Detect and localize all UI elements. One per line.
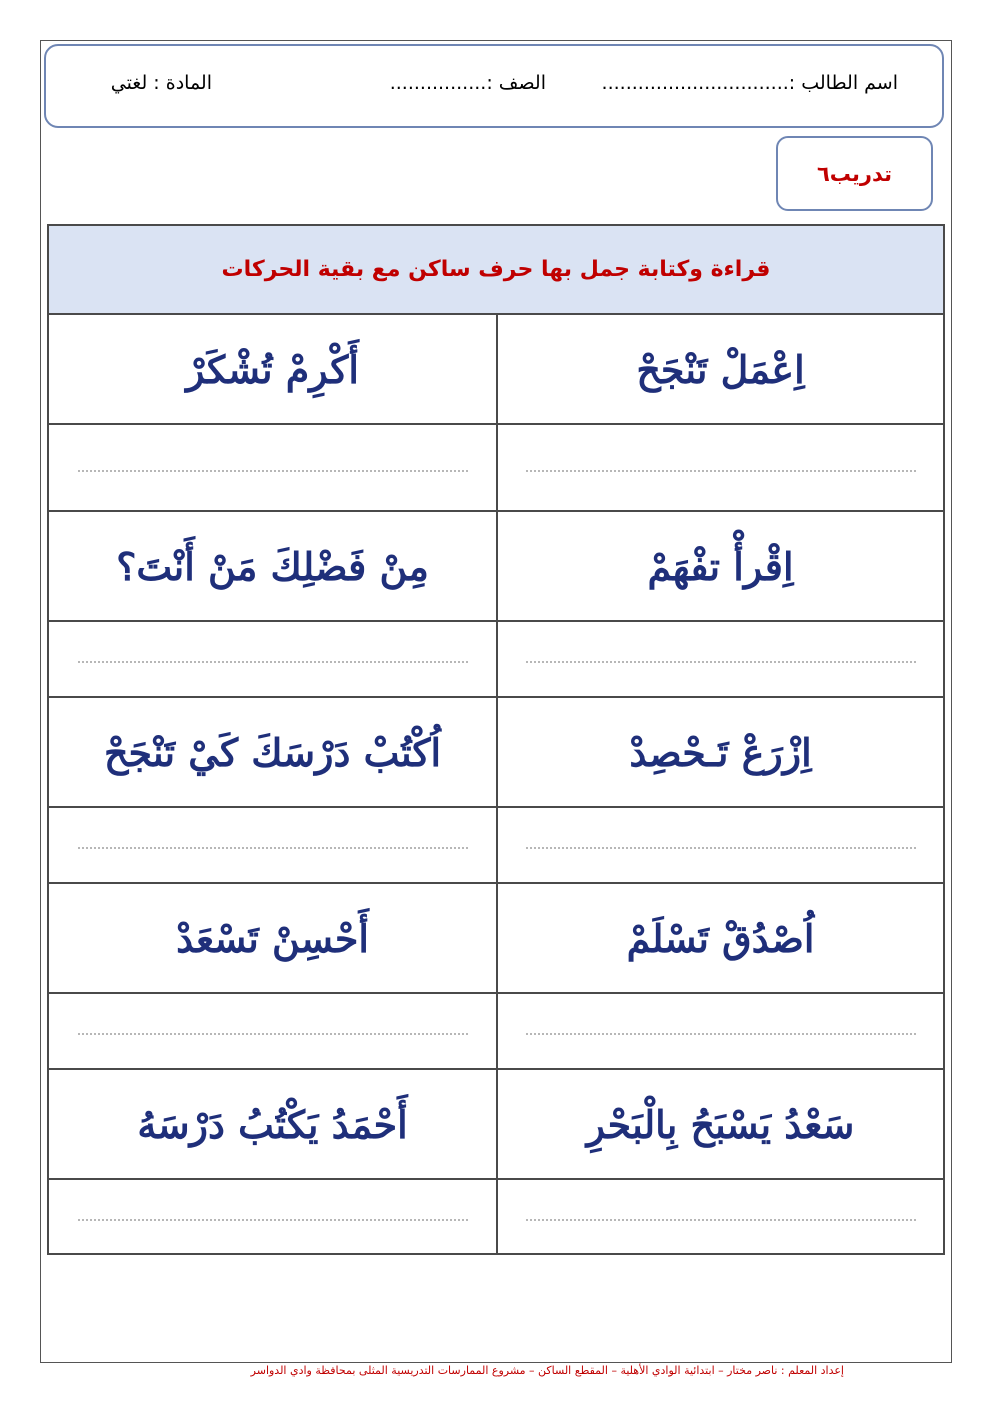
sentence-cell: [496, 884, 943, 994]
writing-line[interactable]: [78, 470, 468, 472]
writing-line[interactable]: [78, 1219, 468, 1221]
student-info-header: [44, 44, 944, 128]
class-field[interactable]: [390, 72, 546, 94]
instruction-row: [49, 226, 943, 315]
sentence-cell: [49, 1070, 496, 1180]
sentence-cell: [49, 315, 496, 425]
exercise-badge: [776, 136, 933, 211]
sentence-cell: [496, 1070, 943, 1180]
sentence-text: اُكْتُبْ دَرْسَكَ كَيْ تَنْجَحْ: [103, 729, 442, 775]
sentence-cell: [49, 884, 496, 994]
subject-label: المادة : لغتي: [110, 72, 212, 94]
footer-credit: إعداد المعلم : ناصر مختار – ابتدائية الوادي الأهلية – المقطع الساكن – مشروع الممارسات التدريسية المثلى بمحافظة وادي الدواسر: [250, 1364, 844, 1377]
writing-line[interactable]: [526, 847, 916, 849]
writing-line-cell[interactable]: [496, 1180, 943, 1253]
writing-line[interactable]: [78, 1033, 468, 1035]
class-label: الصف :: [486, 72, 546, 94]
class-dots: ................: [389, 72, 487, 94]
writing-line-cell[interactable]: [49, 622, 496, 698]
sentence-text: اِزْرَعْ تَـحْصِدْ: [629, 729, 812, 775]
sentence-cell: [49, 512, 496, 622]
writing-line-cell[interactable]: [49, 994, 496, 1070]
instruction-text: قراءة وكتابة جمل بها حرف ساكن مع بقية الحركات: [221, 257, 771, 282]
sentence-cell: [496, 315, 943, 425]
writing-line-cell[interactable]: [496, 622, 943, 698]
writing-line-cell[interactable]: [49, 808, 496, 884]
sentence-cell: [496, 512, 943, 622]
writing-line-cell[interactable]: [496, 994, 943, 1070]
writing-line[interactable]: [78, 847, 468, 849]
writing-line[interactable]: [526, 470, 916, 472]
exercise-table: [47, 224, 945, 1255]
sentence-text: سَعْدُ يَسْبَحُ بِالْبَحْرِ: [586, 1101, 855, 1147]
sentence-cell: [49, 698, 496, 808]
sentence-text: أَحْمَدُ يَكْتُبُ دَرْسَهُ: [137, 1101, 408, 1147]
writing-line-cell[interactable]: [496, 808, 943, 884]
sentence-text: اِعْمَلْ تَنْجَحْ: [636, 346, 805, 392]
writing-line[interactable]: [526, 1219, 916, 1221]
writing-line[interactable]: [526, 661, 916, 663]
student-name-dots: ...............................: [601, 72, 789, 94]
sentence-text: أَكْرِمْ تُشْكَرْ: [186, 346, 359, 392]
writing-line[interactable]: [526, 1033, 916, 1035]
exercise-title: تدريب٦: [816, 161, 893, 186]
writing-line-cell[interactable]: [49, 425, 496, 512]
sentence-cell: [496, 698, 943, 808]
sentence-text: اِقْرأْ تفْهَمْ: [647, 543, 794, 589]
sentence-text: مِنْ فَضْلِكَ مَنْ أَنْتَ؟: [116, 543, 429, 589]
writing-line[interactable]: [78, 661, 468, 663]
sentence-text: أَحْسِنْ تَسْعَدْ: [176, 915, 369, 961]
student-name-label: اسم الطالب :: [788, 72, 898, 94]
sentence-text: اُصْدُقْ تَسْلَمْ: [626, 915, 815, 961]
writing-line-cell[interactable]: [49, 1180, 496, 1253]
writing-line-cell[interactable]: [496, 425, 943, 512]
student-name-field[interactable]: [602, 72, 898, 94]
